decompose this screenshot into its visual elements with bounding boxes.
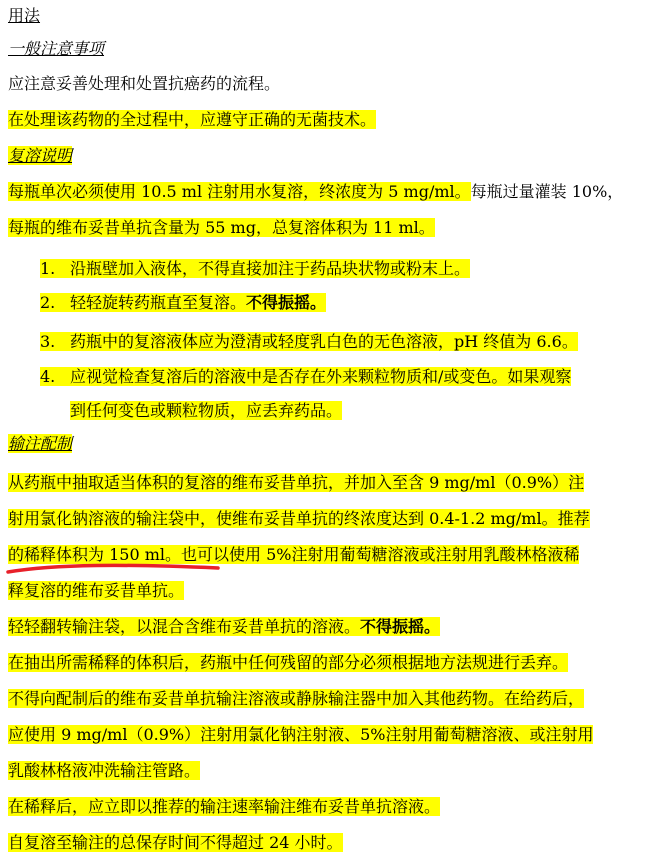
paragraph-line: 从药瓶中抽取适当体积的复溶的维布妥昔单抗，并加入至含 9 mg/ml（0.9%）注 (8, 473, 585, 492)
list-item: 2. 轻轻旋转药瓶直至复溶。不得振摇。 (40, 293, 327, 312)
section-heading-general: 一般注意事项 (8, 39, 105, 58)
section-heading-reconstitution: 复溶说明 (8, 146, 73, 165)
doc-title: 用法 (8, 6, 41, 25)
paragraph-line: 射用氯化钠溶液的输注袋中，使维布妥昔单抗的终浓度达到 0.4-1.2 mg/ml。推荐 (8, 509, 590, 528)
paragraph-line: 的稀释体积为 150 ml。也可以使用 5%注射用葡萄糖溶液或注射用乳酸林格液稀 (8, 545, 580, 564)
paragraph-line: 每瓶单次必须使用 10.5 ml 注射用水复溶，终浓度为 5 mg/ml。每瓶过量灌装 10%， (8, 182, 624, 201)
paragraph-line: 应使用 9 mg/ml（0.9%）注射用氯化钠注射液、5%注射用葡萄糖溶液、或注射用 (8, 725, 594, 744)
list-item: 3. 药瓶中的复溶液体应为澄清或轻度乳白色的无色溶液，pH 终值为 6.6。 (40, 332, 578, 351)
paragraph-line: 在稀释后，应立即以推荐的输注速率输注维布妥昔单抗溶液。 (8, 797, 441, 816)
paragraph-line: 轻轻翻转输注袋，以混合含维布妥昔单抗的溶液。不得振摇。 (8, 617, 441, 636)
paragraph-line: 释复溶的维布妥昔单抗。 (8, 581, 185, 600)
paragraph-line: 在抽出所需稀释的体积后，药瓶中任何残留的部分必须根据地方法规进行丢弃。 (8, 653, 569, 672)
paragraph-line: 每瓶的维布妥昔单抗含量为 55 mg，总复溶体积为 11 ml。 (8, 218, 435, 237)
section-heading-infusion: 输注配制 (8, 434, 73, 453)
highlighted-paragraph: 在处理该药物的全过程中，应遵守正确的无菌技术。 (8, 110, 377, 129)
list-item: 4. 应视觉检查复溶后的溶液中是否存在外来颗粒物质和/或变色。如果观察 (40, 367, 572, 386)
paragraph-line: 不得向配制后的维布妥昔单抗输注溶液或静脉输注器中加入其他药物。在给药后， (8, 689, 585, 708)
list-item: 1. 沿瓶壁加入液体，不得直接加注于药品块状物或粉末上。 (40, 259, 471, 278)
paragraph-line: 自复溶至输注的总保存时间不得超过 24 小时。 (8, 833, 343, 852)
paragraph: 应注意妥善处理和处置抗癌药的流程。 (8, 74, 281, 93)
list-item-continuation: 到任何变色或颗粒物质，应丢弃药品。 (70, 401, 343, 420)
paragraph-line: 乳酸林格液冲洗输注管路。 (8, 761, 201, 780)
